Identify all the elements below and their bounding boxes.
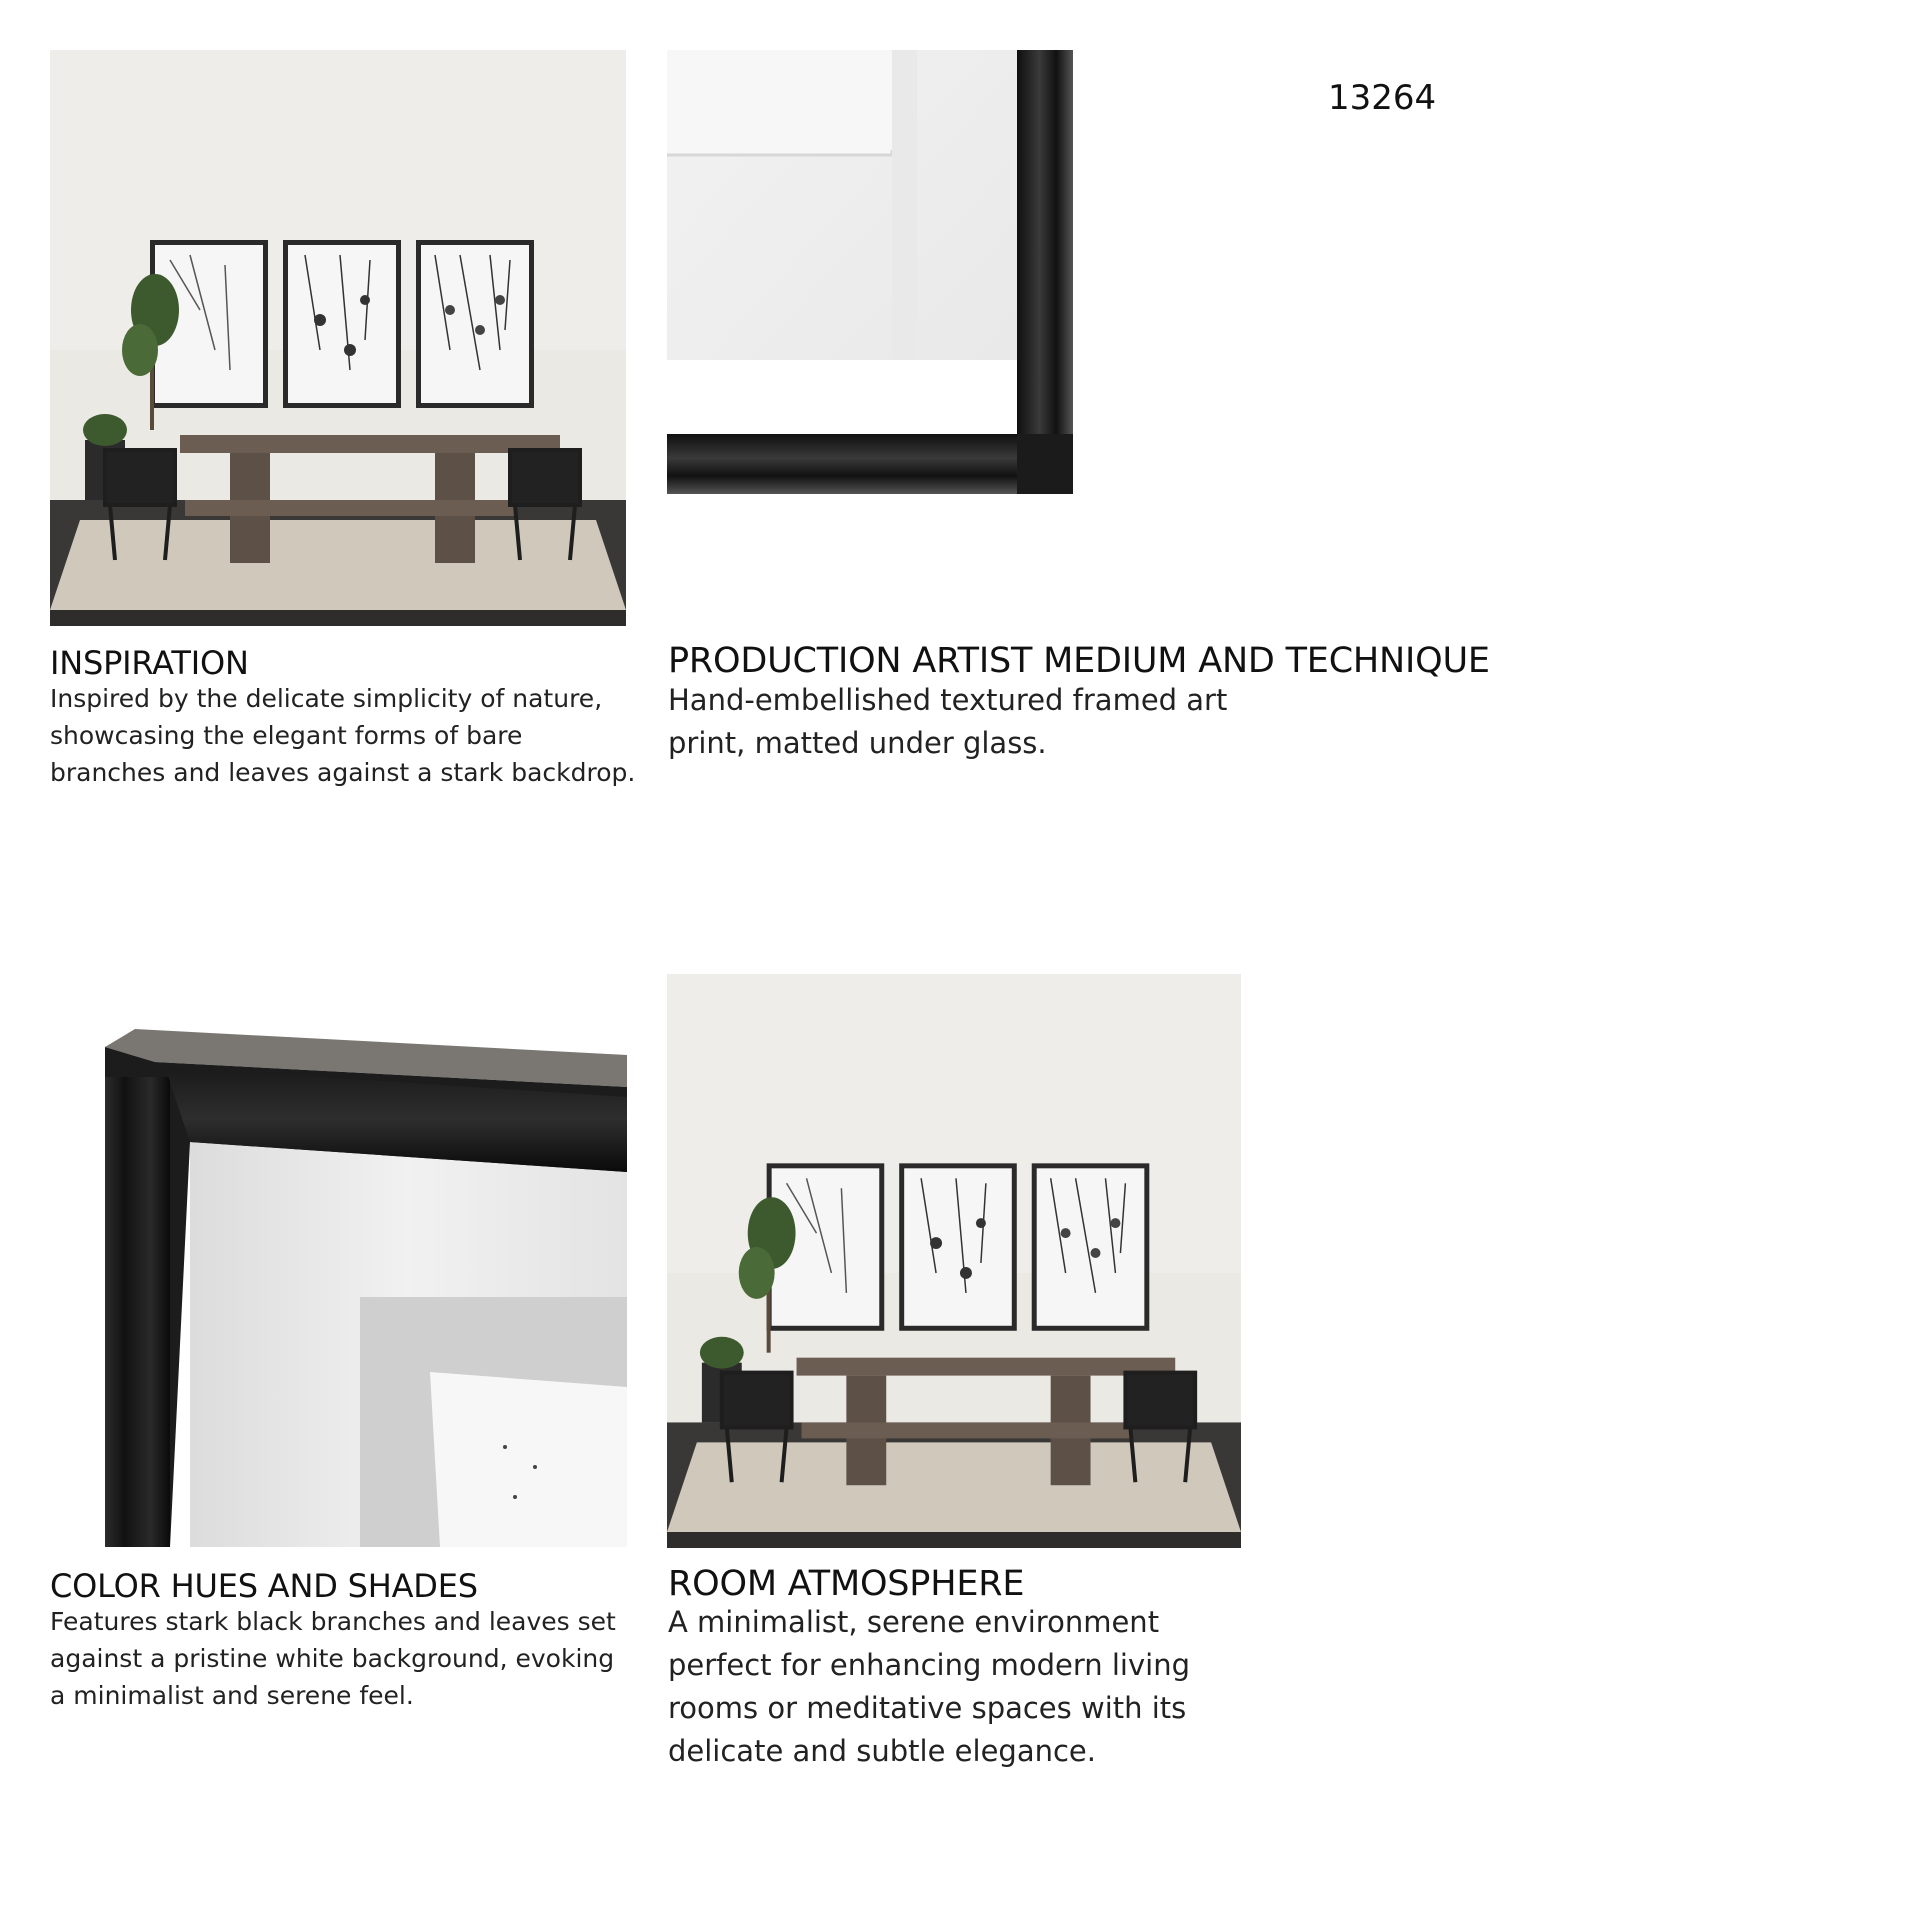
text-line: perfect for enhancing modern living	[668, 1648, 1190, 1682]
document-number: 13264	[1328, 78, 1437, 118]
frame-corner-image-bottom	[105, 1027, 627, 1547]
art-frame-right	[1032, 1163, 1150, 1330]
text-line: against a pristine white background, evoking	[50, 1644, 615, 1673]
heading-inspiration: INSPIRATION	[50, 644, 249, 682]
text-line: Hand-embellished textured framed art	[668, 683, 1228, 717]
text-line: Inspired by the delicate simplicity of nature,	[50, 684, 603, 713]
text-line: showcasing the elegant forms of bare	[50, 721, 523, 750]
art-frame-middle	[899, 1163, 1017, 1330]
heading-room-atmosphere: ROOM ATMOSPHERE	[668, 1564, 1025, 1604]
frame-corner-illustration	[667, 50, 1073, 494]
room-scene-image-2	[667, 974, 1241, 1548]
text-line: branches and leaves against a stark backdrop.	[50, 758, 636, 787]
art-frame-right	[416, 240, 534, 408]
text-line: Features stark black branches and leaves set	[50, 1607, 616, 1636]
heading-production: PRODUCTION ARTIST MEDIUM AND TECHNIQUE	[668, 641, 1490, 681]
text-room-atmosphere	[668, 1601, 1228, 1773]
text-line: A minimalist, serene environment	[668, 1605, 1160, 1639]
text-production	[668, 679, 1228, 765]
text-line: a minimalist and serene feel.	[50, 1681, 414, 1710]
text-color	[50, 1603, 650, 1714]
frame-moulding-illustration	[105, 1027, 627, 1547]
text-inspiration	[50, 680, 650, 791]
dining-room-illustration	[667, 974, 1241, 1548]
room-scene-image-1	[50, 50, 626, 626]
text-line: rooms or meditative spaces with its	[668, 1691, 1187, 1725]
text-line: delicate and subtle elegance.	[668, 1734, 1096, 1768]
frame-corner-image-top	[667, 50, 1073, 494]
art-frame-middle	[283, 240, 401, 408]
heading-color: COLOR HUES AND SHADES	[50, 1567, 478, 1605]
dining-room-illustration	[50, 50, 626, 626]
text-line: print, matted under glass.	[668, 726, 1047, 760]
